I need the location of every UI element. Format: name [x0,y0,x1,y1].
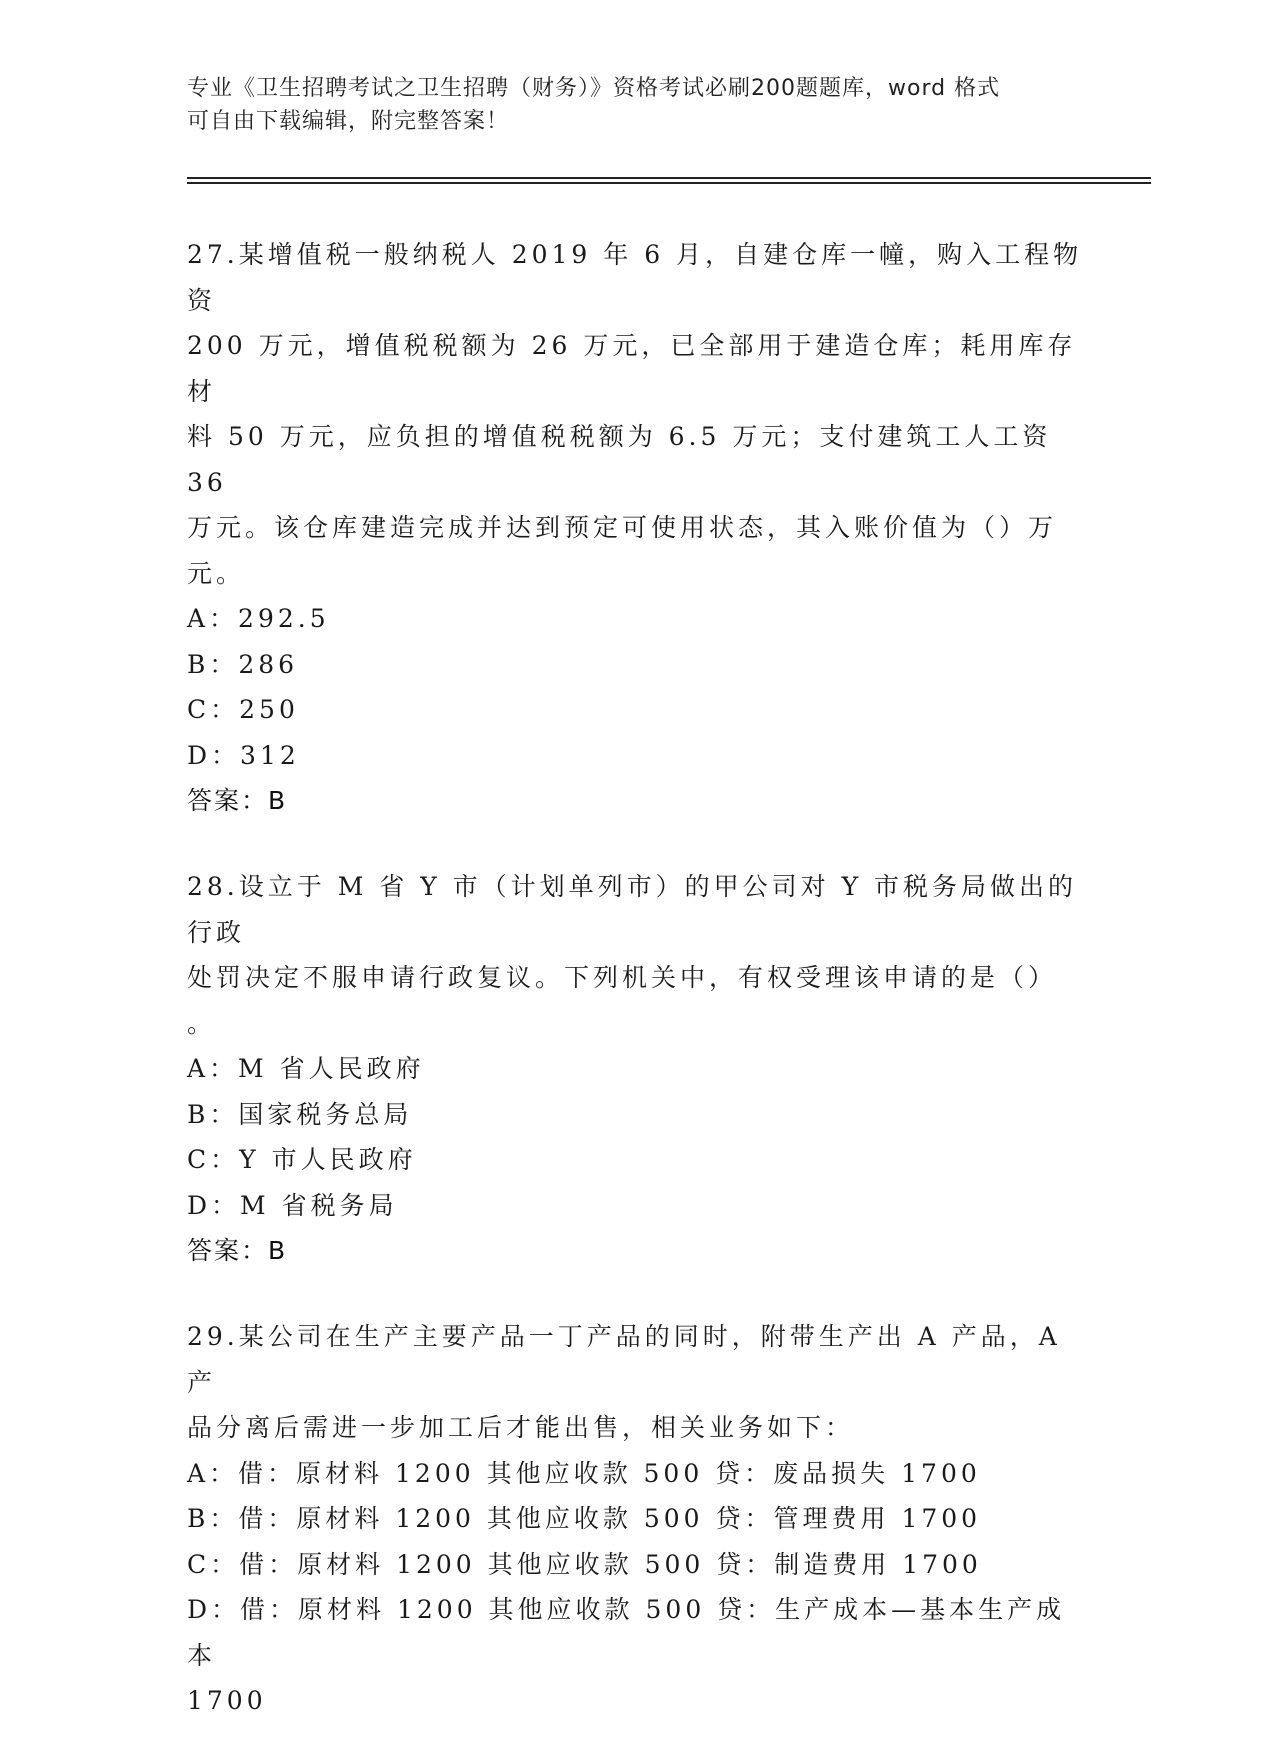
question-28 [187,864,1087,1274]
question-text-line: 27.某增值税一般纳税人 2019 年 6 月，自建仓库一幢，购入工程物资 [187,240,1083,315]
question-text-line: 万元。该仓库建造完成并达到预定可使用状态，其入账价值为（）万 [187,513,1058,542]
answer: 答案：B [187,1236,288,1265]
question-text-line: 。 [187,1008,217,1038]
option-a: A：M 省人民政府 [187,1054,425,1083]
header-line-2: 可自由下载编辑，附完整答案！ [187,109,510,134]
question-27 [187,232,1087,824]
option-b: B：借：原材料 1200 其他应收款 500 贷：管理费用 1700 [187,1504,982,1533]
option-b: B：286 [187,649,299,679]
header-line-1: 专业《卫生招聘考试之卫生招聘（财务）》资格考试必刷200题题库，word 格式 [187,76,1001,101]
question-29 [187,1314,1087,1724]
option-d-continuation: 1700 [187,1686,267,1715]
option-a: A：借：原材料 1200 其他应收款 500 贷：废品损失 1700 [187,1458,981,1488]
question-text-line: 处罚决定不服申请行政复议。下列机关中，有权受理该申请的是（） [187,963,1058,992]
option-d: D：312 [187,740,300,770]
option-c: C：250 [187,695,299,724]
option-a: A：292.5 [187,604,330,633]
question-text-line: 品分离后需进一步加工后才能出售，相关业务如下： [187,1413,855,1442]
question-text-line: 元。 [187,558,246,588]
question-text-line: 28.设立于 M 省 Y 市（计划单列市）的甲公司对 Y 市税务局做出的行政 [187,872,1078,947]
option-d: D：借：原材料 1200 其他应收款 500 贷：生产成本—基本生产成本 [187,1595,1066,1670]
header-divider-bottom [187,182,1151,184]
document-header [187,72,1087,138]
option-d: D：M 省税务局 [187,1190,398,1220]
question-text-line: 200 万元，增值税税额为 26 万元，已全部用于建造仓库；耗用库存材 [187,331,1077,406]
question-list [187,232,1087,1764]
option-c: C：借：原材料 1200 其他应收款 500 贷：制造费用 1700 [187,1549,982,1579]
question-text-line: 29.某公司在生产主要产品一丁产品的同时，附带生产出 A 产品，A 产 [187,1322,1061,1397]
answer: 答案：B [187,786,288,815]
option-c: C：Y 市人民政府 [187,1145,417,1174]
question-text-line: 料 50 万元，应负担的增值税税额为 6.5 万元；支付建筑工人工资 36 [187,422,1052,497]
option-b: B：国家税务总局 [187,1099,413,1129]
header-divider-top [187,177,1151,179]
